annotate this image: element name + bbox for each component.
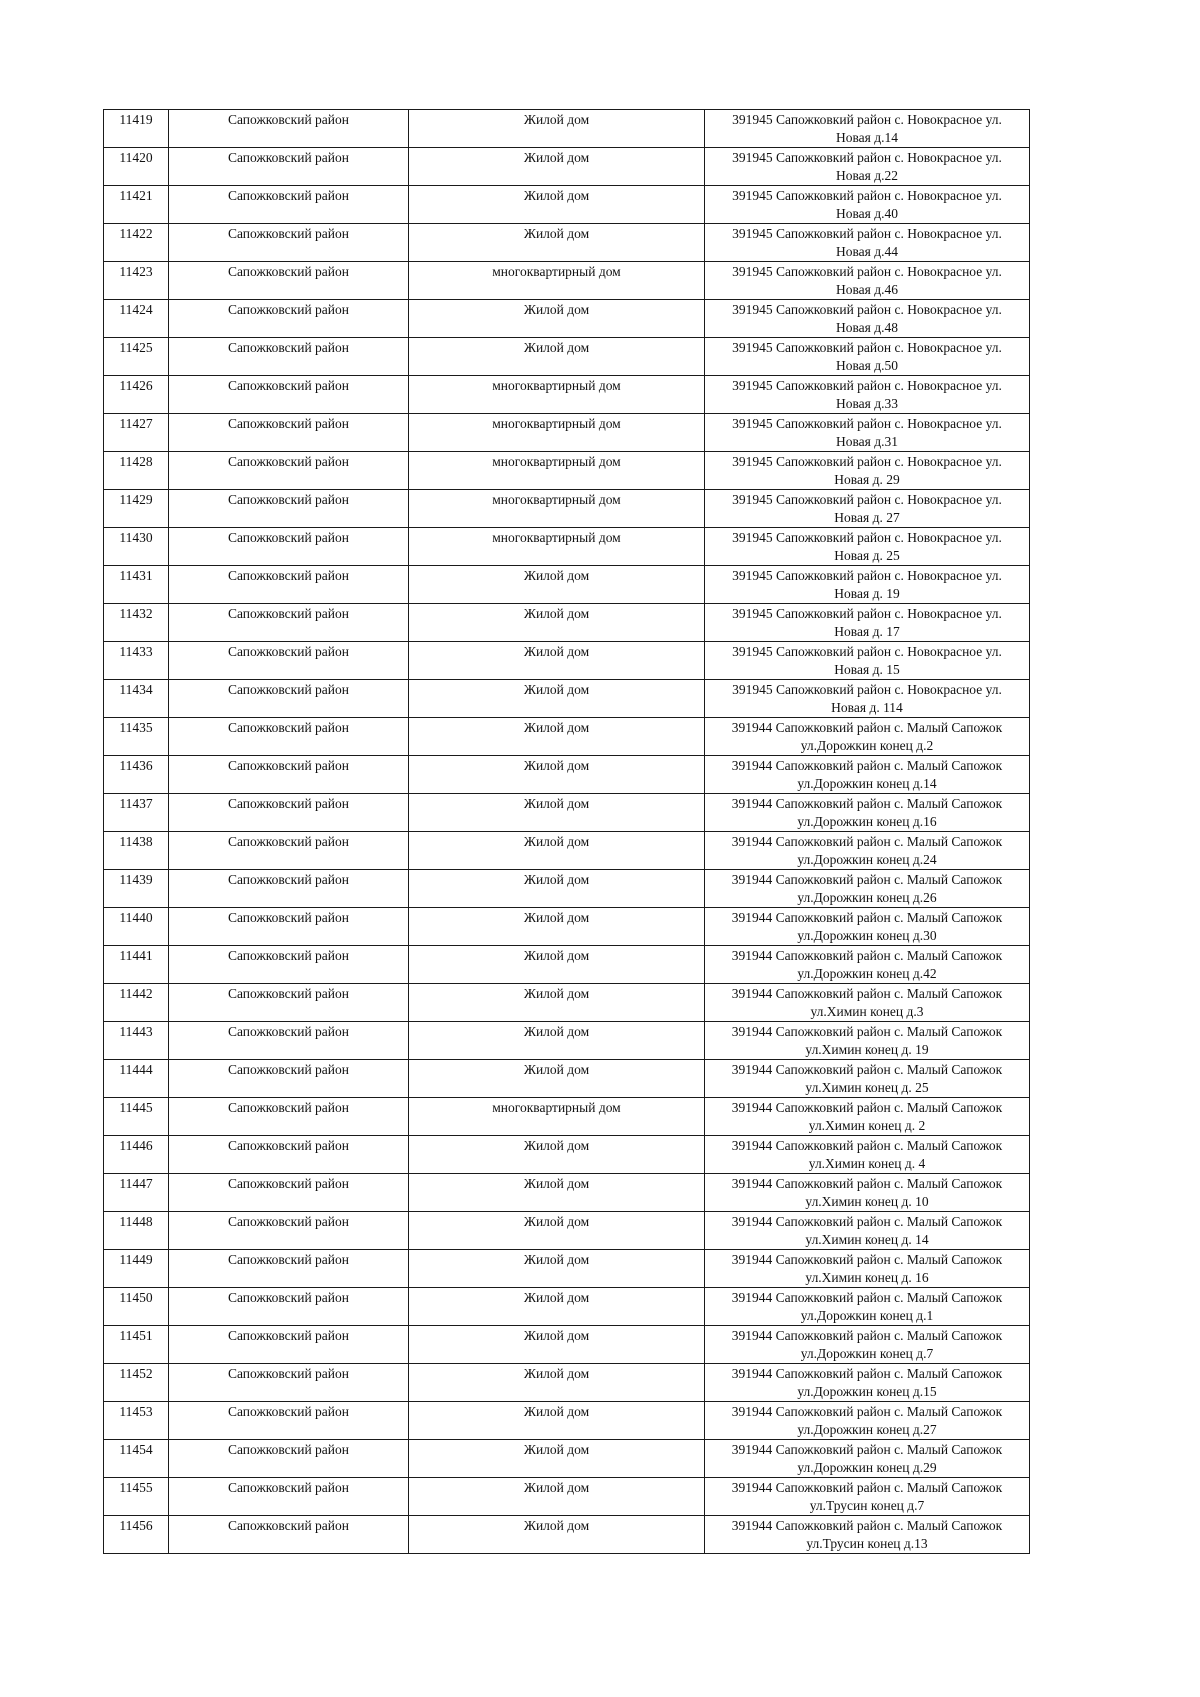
address-cell: 391945 Сапожковкий район с. Новокрасное ул. Новая д. 29 <box>705 452 1030 490</box>
district-cell: Сапожковский район <box>169 186 409 224</box>
address-cell: 391944 Сапожковкий район с. Малый Сапожок ул.Химин конец д.3 <box>705 984 1030 1022</box>
table-row <box>104 376 1030 414</box>
row-number-cell: 11451 <box>104 1326 169 1364</box>
table-row <box>104 110 1030 148</box>
building-type-cell: Жилой дом <box>409 870 705 908</box>
table-row <box>104 1402 1030 1440</box>
address-cell: 391944 Сапожковкий район с. Малый Сапожок ул.Дорожкин конец д.14 <box>705 756 1030 794</box>
table-row <box>104 1326 1030 1364</box>
address-cell: 391944 Сапожковкий район с. Малый Сапожок ул.Дорожкин конец д.42 <box>705 946 1030 984</box>
address-cell: 391944 Сапожковкий район с. Малый Сапожок ул.Дорожкин конец д.15 <box>705 1364 1030 1402</box>
row-number-cell: 11452 <box>104 1364 169 1402</box>
building-type-cell: Жилой дом <box>409 148 705 186</box>
district-cell: Сапожковский район <box>169 262 409 300</box>
district-cell: Сапожковский район <box>169 1060 409 1098</box>
table-row <box>104 566 1030 604</box>
address-cell: 391945 Сапожковкий район с. Новокрасное ул. Новая д.46 <box>705 262 1030 300</box>
table-row <box>104 946 1030 984</box>
row-number-cell: 11427 <box>104 414 169 452</box>
address-cell: 391945 Сапожковкий район с. Новокрасное ул. Новая д. 27 <box>705 490 1030 528</box>
table-row <box>104 338 1030 376</box>
address-cell: 391945 Сапожковкий район с. Новокрасное ул. Новая д. 19 <box>705 566 1030 604</box>
row-number-cell: 11422 <box>104 224 169 262</box>
district-cell: Сапожковский район <box>169 870 409 908</box>
building-type-cell: Жилой дом <box>409 946 705 984</box>
district-cell: Сапожковский район <box>169 984 409 1022</box>
row-number-cell: 11419 <box>104 110 169 148</box>
address-cell: 391944 Сапожковкий район с. Малый Сапожок ул.Химин конец д. 16 <box>705 1250 1030 1288</box>
table-row <box>104 642 1030 680</box>
row-number-cell: 11455 <box>104 1478 169 1516</box>
district-cell: Сапожковский район <box>169 718 409 756</box>
row-number-cell: 11449 <box>104 1250 169 1288</box>
district-cell: Сапожковский район <box>169 414 409 452</box>
row-number-cell: 11426 <box>104 376 169 414</box>
building-type-cell: многоквартирный дом <box>409 452 705 490</box>
table-row <box>104 1478 1030 1516</box>
district-cell: Сапожковский район <box>169 1364 409 1402</box>
table-row <box>104 300 1030 338</box>
address-cell: 391944 Сапожковкий район с. Малый Сапожок ул.Дорожкин конец д.16 <box>705 794 1030 832</box>
address-cell: 391944 Сапожковкий район с. Малый Сапожок ул.Дорожкин конец д.7 <box>705 1326 1030 1364</box>
row-number-cell: 11444 <box>104 1060 169 1098</box>
table-row <box>104 186 1030 224</box>
district-cell: Сапожковский район <box>169 376 409 414</box>
table-row <box>104 908 1030 946</box>
table-row <box>104 1174 1030 1212</box>
row-number-cell: 11456 <box>104 1516 169 1554</box>
table-row <box>104 414 1030 452</box>
building-type-cell: Жилой дом <box>409 680 705 718</box>
building-type-cell: Жилой дом <box>409 224 705 262</box>
table-row <box>104 1440 1030 1478</box>
table-row <box>104 718 1030 756</box>
building-type-cell: Жилой дом <box>409 604 705 642</box>
building-type-cell: многоквартирный дом <box>409 1098 705 1136</box>
row-number-cell: 11428 <box>104 452 169 490</box>
table-row <box>104 1288 1030 1326</box>
row-number-cell: 11437 <box>104 794 169 832</box>
building-type-cell: многоквартирный дом <box>409 414 705 452</box>
address-cell: 391945 Сапожковкий район с. Новокрасное ул. Новая д.50 <box>705 338 1030 376</box>
address-cell: 391945 Сапожковкий район с. Новокрасное ул. Новая д.22 <box>705 148 1030 186</box>
building-type-cell: Жилой дом <box>409 1440 705 1478</box>
address-cell: 391944 Сапожковкий район с. Малый Сапожок ул.Дорожкин конец д.26 <box>705 870 1030 908</box>
row-number-cell: 11432 <box>104 604 169 642</box>
row-number-cell: 11436 <box>104 756 169 794</box>
building-type-cell: Жилой дом <box>409 642 705 680</box>
building-type-cell: многоквартирный дом <box>409 490 705 528</box>
row-number-cell: 11442 <box>104 984 169 1022</box>
table-row <box>104 870 1030 908</box>
building-type-cell: Жилой дом <box>409 756 705 794</box>
row-number-cell: 11443 <box>104 1022 169 1060</box>
building-type-cell: Жилой дом <box>409 984 705 1022</box>
district-cell: Сапожковский район <box>169 566 409 604</box>
row-number-cell: 11450 <box>104 1288 169 1326</box>
district-cell: Сапожковский район <box>169 1326 409 1364</box>
district-cell: Сапожковский район <box>169 490 409 528</box>
address-cell: 391945 Сапожковкий район с. Новокрасное ул. Новая д. 25 <box>705 528 1030 566</box>
building-type-cell: Жилой дом <box>409 1516 705 1554</box>
table-row <box>104 148 1030 186</box>
registry-table-body <box>104 110 1030 1554</box>
row-number-cell: 11440 <box>104 908 169 946</box>
building-type-cell: Жилой дом <box>409 566 705 604</box>
table-row <box>104 452 1030 490</box>
building-type-cell: Жилой дом <box>409 1478 705 1516</box>
table-row <box>104 1060 1030 1098</box>
district-cell: Сапожковский район <box>169 756 409 794</box>
district-cell: Сапожковский район <box>169 452 409 490</box>
building-type-cell: Жилой дом <box>409 1060 705 1098</box>
building-type-cell: Жилой дом <box>409 1136 705 1174</box>
address-cell: 391945 Сапожковкий район с. Новокрасное ул. Новая д.44 <box>705 224 1030 262</box>
address-cell: 391944 Сапожковкий район с. Малый Сапожок ул.Дорожкин конец д.1 <box>705 1288 1030 1326</box>
building-type-cell: Жилой дом <box>409 338 705 376</box>
address-cell: 391944 Сапожковкий район с. Малый Сапожок ул.Дорожкин конец д.30 <box>705 908 1030 946</box>
building-type-cell: многоквартирный дом <box>409 376 705 414</box>
address-cell: 391945 Сапожковкий район с. Новокрасное ул. Новая д.14 <box>705 110 1030 148</box>
table-row <box>104 984 1030 1022</box>
row-number-cell: 11423 <box>104 262 169 300</box>
district-cell: Сапожковский район <box>169 1288 409 1326</box>
district-cell: Сапожковский район <box>169 528 409 566</box>
building-type-cell: Жилой дом <box>409 908 705 946</box>
address-cell: 391945 Сапожковкий район с. Новокрасное ул. Новая д.40 <box>705 186 1030 224</box>
address-cell: 391944 Сапожковкий район с. Малый Сапожок ул.Химин конец д. 19 <box>705 1022 1030 1060</box>
table-row <box>104 1136 1030 1174</box>
building-type-cell: Жилой дом <box>409 832 705 870</box>
row-number-cell: 11430 <box>104 528 169 566</box>
district-cell: Сапожковский район <box>169 1022 409 1060</box>
row-number-cell: 11420 <box>104 148 169 186</box>
building-type-cell: многоквартирный дом <box>409 262 705 300</box>
building-type-cell: Жилой дом <box>409 794 705 832</box>
district-cell: Сапожковский район <box>169 1440 409 1478</box>
district-cell: Сапожковский район <box>169 1516 409 1554</box>
district-cell: Сапожковский район <box>169 908 409 946</box>
address-cell: 391945 Сапожковкий район с. Новокрасное ул. Новая д.48 <box>705 300 1030 338</box>
address-cell: 391945 Сапожковкий район с. Новокрасное ул. Новая д. 17 <box>705 604 1030 642</box>
address-cell: 391944 Сапожковкий район с. Малый Сапожок ул.Дорожкин конец д.27 <box>705 1402 1030 1440</box>
table-row <box>104 604 1030 642</box>
row-number-cell: 11441 <box>104 946 169 984</box>
district-cell: Сапожковский район <box>169 1174 409 1212</box>
row-number-cell: 11447 <box>104 1174 169 1212</box>
district-cell: Сапожковский район <box>169 1136 409 1174</box>
table-row <box>104 1098 1030 1136</box>
row-number-cell: 11434 <box>104 680 169 718</box>
address-cell: 391945 Сапожковкий район с. Новокрасное ул. Новая д. 15 <box>705 642 1030 680</box>
table-row <box>104 756 1030 794</box>
row-number-cell: 11431 <box>104 566 169 604</box>
address-cell: 391944 Сапожковкий район с. Малый Сапожок ул.Химин конец д. 14 <box>705 1212 1030 1250</box>
district-cell: Сапожковский район <box>169 1402 409 1440</box>
table-row <box>104 490 1030 528</box>
building-type-cell: Жилой дом <box>409 1212 705 1250</box>
row-number-cell: 11439 <box>104 870 169 908</box>
address-cell: 391945 Сапожковкий район с. Новокрасное ул. Новая д. 114 <box>705 680 1030 718</box>
row-number-cell: 11435 <box>104 718 169 756</box>
table-row <box>104 1212 1030 1250</box>
building-type-cell: Жилой дом <box>409 1364 705 1402</box>
table-row <box>104 1022 1030 1060</box>
address-cell: 391944 Сапожковкий район с. Малый Сапожок ул.Химин конец д. 2 <box>705 1098 1030 1136</box>
table-row <box>104 832 1030 870</box>
address-cell: 391945 Сапожковкий район с. Новокрасное ул. Новая д.33 <box>705 376 1030 414</box>
row-number-cell: 11453 <box>104 1402 169 1440</box>
row-number-cell: 11424 <box>104 300 169 338</box>
building-type-cell: Жилой дом <box>409 1174 705 1212</box>
district-cell: Сапожковский район <box>169 946 409 984</box>
address-cell: 391944 Сапожковкий район с. Малый Сапожок ул.Дорожкин конец д.24 <box>705 832 1030 870</box>
row-number-cell: 11438 <box>104 832 169 870</box>
row-number-cell: 11448 <box>104 1212 169 1250</box>
registry-table <box>103 109 1030 1554</box>
building-type-cell: Жилой дом <box>409 1022 705 1060</box>
district-cell: Сапожковский район <box>169 1250 409 1288</box>
district-cell: Сапожковский район <box>169 224 409 262</box>
address-cell: 391944 Сапожковкий район с. Малый Сапожок ул.Химин конец д. 4 <box>705 1136 1030 1174</box>
address-cell: 391944 Сапожковкий район с. Малый Сапожок ул.Химин конец д. 25 <box>705 1060 1030 1098</box>
building-type-cell: Жилой дом <box>409 110 705 148</box>
building-type-cell: Жилой дом <box>409 1326 705 1364</box>
table-row <box>104 1364 1030 1402</box>
district-cell: Сапожковский район <box>169 338 409 376</box>
address-cell: 391945 Сапожковкий район с. Новокрасное ул. Новая д.31 <box>705 414 1030 452</box>
district-cell: Сапожковский район <box>169 832 409 870</box>
table-row <box>104 224 1030 262</box>
table-row <box>104 794 1030 832</box>
row-number-cell: 11429 <box>104 490 169 528</box>
address-cell: 391944 Сапожковкий район с. Малый Сапожок ул.Трусин конец д.13 <box>705 1516 1030 1554</box>
district-cell: Сапожковский район <box>169 1212 409 1250</box>
district-cell: Сапожковский район <box>169 148 409 186</box>
building-type-cell: Жилой дом <box>409 1250 705 1288</box>
district-cell: Сапожковский район <box>169 794 409 832</box>
district-cell: Сапожковский район <box>169 300 409 338</box>
building-type-cell: Жилой дом <box>409 186 705 224</box>
row-number-cell: 11433 <box>104 642 169 680</box>
district-cell: Сапожковский район <box>169 642 409 680</box>
row-number-cell: 11425 <box>104 338 169 376</box>
row-number-cell: 11421 <box>104 186 169 224</box>
building-type-cell: Жилой дом <box>409 1402 705 1440</box>
district-cell: Сапожковский район <box>169 110 409 148</box>
table-row <box>104 1516 1030 1554</box>
building-type-cell: Жилой дом <box>409 718 705 756</box>
building-type-cell: Жилой дом <box>409 1288 705 1326</box>
district-cell: Сапожковский район <box>169 604 409 642</box>
row-number-cell: 11445 <box>104 1098 169 1136</box>
address-cell: 391944 Сапожковкий район с. Малый Сапожок ул.Химин конец д. 10 <box>705 1174 1030 1212</box>
table-row <box>104 680 1030 718</box>
district-cell: Сапожковский район <box>169 680 409 718</box>
building-type-cell: многоквартирный дом <box>409 528 705 566</box>
address-cell: 391944 Сапожковкий район с. Малый Сапожок ул.Трусин конец д.7 <box>705 1478 1030 1516</box>
row-number-cell: 11446 <box>104 1136 169 1174</box>
table-row <box>104 528 1030 566</box>
address-cell: 391944 Сапожковкий район с. Малый Сапожок ул.Дорожкин конец д.2 <box>705 718 1030 756</box>
building-type-cell: Жилой дом <box>409 300 705 338</box>
table-row <box>104 1250 1030 1288</box>
district-cell: Сапожковский район <box>169 1098 409 1136</box>
table-row <box>104 262 1030 300</box>
district-cell: Сапожковский район <box>169 1478 409 1516</box>
row-number-cell: 11454 <box>104 1440 169 1478</box>
address-cell: 391944 Сапожковкий район с. Малый Сапожок ул.Дорожкин конец д.29 <box>705 1440 1030 1478</box>
